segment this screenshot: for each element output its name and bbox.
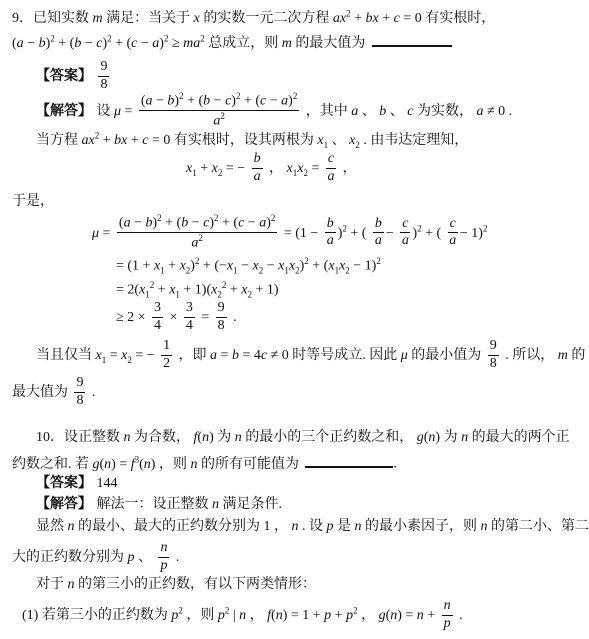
q9-eq4: ≥ 2 × $\frac{3}{4}$ × $\frac{3}{4}$ = $\frac{9}{8}$ . [116, 300, 237, 333]
q10-solution: 【解答】 解法一：设正整数 n 满足条件. [36, 496, 282, 512]
q10-line2: 约数之和. 若 $g(n) = f^3(n)$ ，则 n 的所有可能值为 . [12, 454, 397, 472]
q10-answer: 【答案】 144 [36, 475, 118, 491]
q10-line3: 显然 n 的最小、最大的正约数分别为 1 ， n . 设 p 是 n 的最小素因子，则 n 的第二小、第二 [36, 519, 589, 534]
q9-eq2: = $(1 + x_1 + x_2)^2 + (-x_1 - x_2 - x_1x_2)^2 + (x_1x_2 - 1)^2$ [116, 256, 381, 276]
q9-solution-intro: 【解答】 设 μ = $\frac{(a - b)^2 + (b - c)^2 + (c - a)^2}{a^2}$ ，其中 a 、 b 、 c 为实数， a ≠ 0 . [36, 91, 513, 129]
q9-line1: 9．已知实数 m 满足：当关于 x 的实数一元二次方程 $ax^2$ + bx + c = 0 有实根时， [12, 8, 496, 26]
q9-final: 最大值为 $\frac{9}{8}$ . [12, 375, 96, 408]
q9-roots: 当方程 $ax^2$ + bx + c = 0 有实根时，设其两根为 $x_1$ 、 $x_2$ . 由韦达定理知， [36, 130, 469, 150]
q9-eq1: μ = $\frac{(a - b)^2 + (b - c)^2 + (c - a)^2}{a^2}$ = (1 − $\frac{b}{a}$ )$^2$ + ( $\frac{b}{a}$ − $\frac{c}{a}$ )$^2$ + ( $\frac{c}{a}$ − 1)$^2$ [92, 213, 488, 251]
q9-answer: 【答案】 $\frac{9}{8}$ [36, 59, 108, 92]
q9-condition: 当且仅当 $x_1 = x_2$ = − $\frac{1}{2}$ ，即 a = b = 4c ≠ 0 时等号成立. 因此 μ 的最小值为 $\frac{9}{8}$ . 所以， m 的 [36, 338, 586, 371]
q10-line1: 10．设正整数 n 为合数， f(n) 为 n 的最小的三个正约数之和， g(n) 为 n 的最大的两个正 [36, 430, 570, 445]
answer-fraction: $\frac{9}{8}$ [100, 59, 108, 92]
q10-line5: 对于 n 的第三小的正约数，有以下两类情形： [36, 577, 316, 592]
q9-line2: $(a - b)^2 + (b - c)^2 + (c - a)^2 \ge ma^2$ 总成立，则 m 的最大值为 [12, 34, 452, 51]
answer-blank [372, 44, 452, 47]
q10-line6: (1) 若第三小的正约数为 $p^2$ ，则 $p^2$ | n ， $f(n) = 1 + p + p^2$ ， g(n) = n + $\frac{n}{p}$ . [22, 598, 463, 631]
answer-blank-10 [305, 465, 393, 468]
q9-so: 于是， [12, 194, 54, 209]
q9-vieta: $x_1 + x_2$ = − $\frac{b}{a}$ ， $x_1x_2$ = $\frac{c}{a}$ ， [186, 151, 357, 184]
q9-eq3: = $2(x_1^2 + x_1 + 1)(x_2^2 + x_2 + 1)$ [116, 280, 279, 300]
q10-line4: 大的正约数分别为 p 、 $\frac{n}{p}$ . [12, 540, 180, 573]
